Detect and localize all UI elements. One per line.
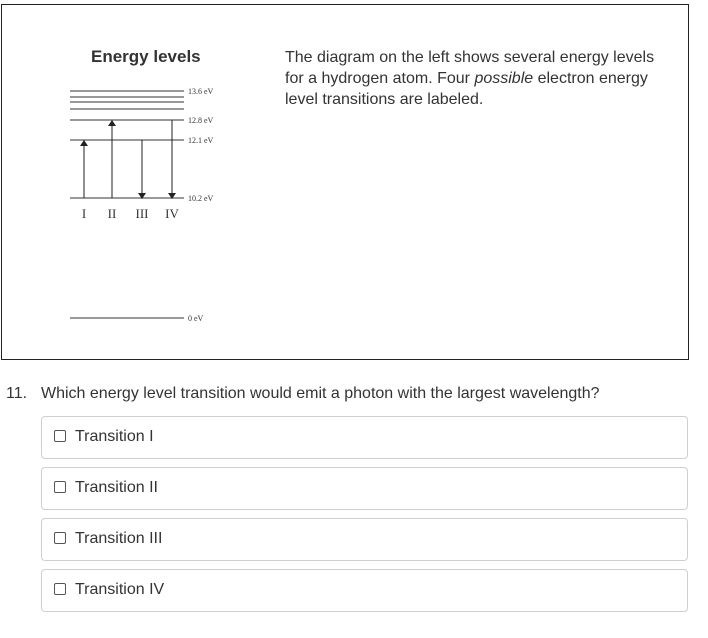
- checkbox[interactable]: [54, 430, 66, 442]
- checkbox[interactable]: [54, 481, 66, 493]
- description-emphasis: possible: [474, 70, 534, 87]
- level-label: 13.6 eV: [188, 87, 214, 96]
- option-label: Transition IV: [75, 581, 165, 598]
- question-number: 11.: [6, 385, 28, 402]
- answer-option-transition-iv[interactable]: [41, 569, 688, 612]
- diagram-description: [285, 47, 665, 110]
- transition-label: I: [81, 206, 87, 221]
- description-text: The diagram on the left shows several energy levels for a hydrogen atom. Four: [285, 49, 655, 87]
- checkbox[interactable]: [54, 583, 66, 595]
- diagram-title: Energy levels: [91, 47, 201, 66]
- transition-label: IV: [165, 206, 179, 221]
- answer-option-transition-ii[interactable]: [41, 467, 688, 510]
- diagram-panel: [1, 4, 689, 360]
- option-label: Transition II: [75, 479, 158, 496]
- level-label: 10.2 eV: [188, 194, 214, 203]
- question-text: Which energy level transition would emit a photon with the largest wavelength?: [41, 385, 600, 402]
- checkbox[interactable]: [54, 532, 66, 544]
- level-label: 0 eV: [188, 314, 204, 323]
- transition-label: II: [107, 206, 117, 221]
- transition-label: III: [135, 206, 149, 221]
- level-label: 12.1 eV: [188, 136, 214, 145]
- energy-level-diagram: [2, 5, 262, 361]
- level-label: 12.8 eV: [188, 116, 214, 125]
- answer-option-transition-i[interactable]: [41, 416, 688, 459]
- answer-option-transition-iii[interactable]: [41, 518, 688, 561]
- option-label: Transition III: [75, 530, 163, 547]
- description-text: electron energy level transitions are labeled.: [285, 70, 648, 108]
- option-label: Transition I: [75, 428, 154, 445]
